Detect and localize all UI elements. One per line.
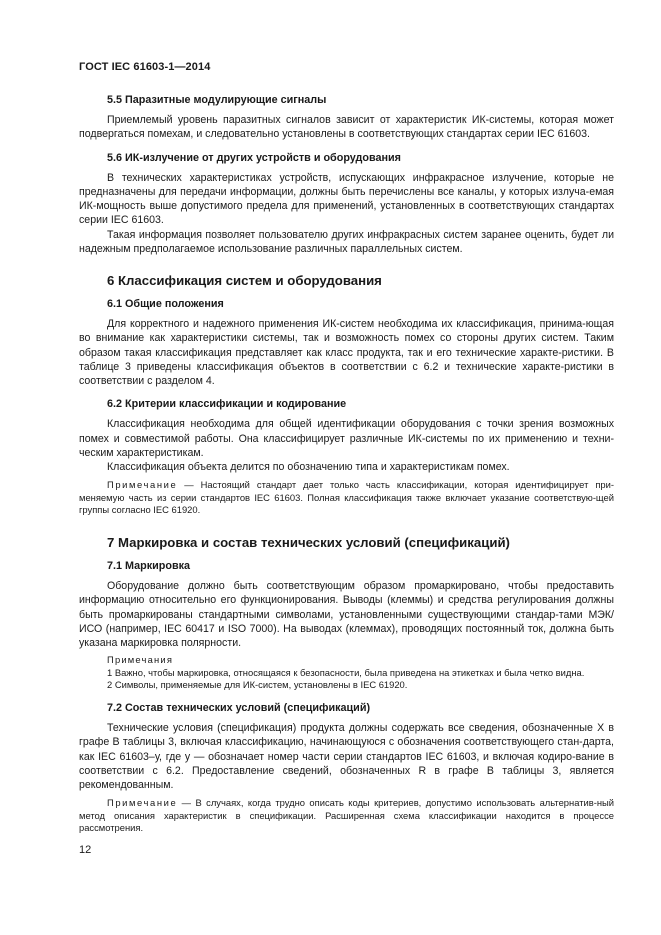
section-5-6-paragraph-2: Такая информация позволяет пользователю других инфракрасных систем заранее оценить, будет ли надежным предполагаемое использование различных параллельных систем. [79,228,614,255]
section-6-1-paragraph: Для корректного и надежного применения ИК-систем необходима их классификация, принима-ющая во внимание как характеристики системы, так и возможность помех со стороны других систем. Таким образом такая классификация представляет как класс продукта, так и его технические характе-ристики. В таблице 3 приведены классификация объектов в соответствии с 6.2 и технические характе-ристики в соответствии с разделом 4. [79,318,614,388]
section-7-2-title: 7.2 Состав технических условий (спецификаций) [107,702,371,715]
section-7-1-note-2: 2 Символы, применяемые для ИК-систем, установлены в IEC 61920. [107,679,408,691]
section-5-6-paragraph-1: В технических характеристиках устройств, испускающих инфракрасное излучение, которые не предназначены для передачи информации, должны быть перечислены все каналы, у которых излуча-емая ИК-мощность выше допустимого предела для применений, установленных в соответствующих стандартах серии IEC 61603. [79,171,614,227]
section-7-1-note-1: 1 Важно, чтобы маркировка, относящаяся к безопасности, была приведена на этикетках и была четко видна. [107,666,585,678]
note-text: — Настоящий стандарт дает только часть классификации, которая идентифицирует при-меняемую часть из серии стандартов IEC 61603. Полная классификация также включает указание соответствую-щей группы согласно IEC 61920. [79,479,614,516]
section-6-2-note [79,479,614,517]
section-5-5-paragraph: Приемлемый уровень паразитных сигналов зависит от характеристик ИК-системы, которая может подвергаться помехам, и следовательно установлены в соответствующих стандартах серии IEC 61603. [79,114,614,141]
section-7-1-notes-label: Примечания [107,654,174,666]
section-5-5-title: 5.5 Паразитные модулирующие сигналы [107,94,327,106]
section-6-title: 6 Классификация систем и оборудования [107,273,382,289]
page-content [79,93,614,835]
section-7-title: 7 Маркировка и состав технических условий (спецификаций) [107,535,510,551]
section-7-1-title: 7.1 Маркировка [107,560,191,573]
section-6-2-paragraph-1: Классификация необходима для общей идентификации оборудования с точки зрения возможных помех и совместимой работы. Она классифицирует различные ИК-системы по их применению и техни-ческим характеристикам. [79,418,614,459]
note-label: Примечание [107,797,178,809]
section-6-1-title: 6.1 Общие положения [107,298,224,311]
section-5-6-title: 5.6 ИК-излучение от других устройств и оборудования [107,151,401,164]
page-number: 12 [79,844,92,856]
section-7-1-paragraph: Оборудование должно быть соответствующим образом промаркировано, чтобы предоставить информацию относительно его функционирования. Выводы (клеммы) и средства регулирования должны быть промаркированы стандартными символами, установленными существующими стандар-тами МЭК/ИСО (например, IEC 60417 и ISO 7000). На выводах (клеммах), проводящих постоянный ток, должна быть указана маркировка полярности. [79,580,614,650]
note-label: Примечание [107,479,178,491]
document-header: ГОСТ IEC 61603-1—2014 [79,61,211,73]
section-7-2-note [79,797,614,835]
note-text: — В случаях, когда трудно описать коды критериев, допустимо использовать альтернатив-ный метод описания характеристик в спецификации. Расширенная схема классификации находится в процессе рассмотрения. [79,797,614,834]
section-7-2-paragraph: Технические условия (спецификация) продукта должны содержать все сведения, обозначенные X в графе В таблицы 3, включая классификацию, начинающуюся с обозначения соответствующего стан-дарта, как IEC 61603–у, где у — обозначает номер части серии стандартов IEC 61603, и включая кодиро-вание в соответствии с 6.2. Предоставление сведений, обозначенных R в графе В таблицы 3, является рекомендованным. [79,722,614,792]
section-6-2-paragraph-2: Классификация объекта делится по обозначению типа и характеристикам помех. [107,461,510,474]
section-6-2-title: 6.2 Критерии классификации и кодирование [107,398,347,411]
